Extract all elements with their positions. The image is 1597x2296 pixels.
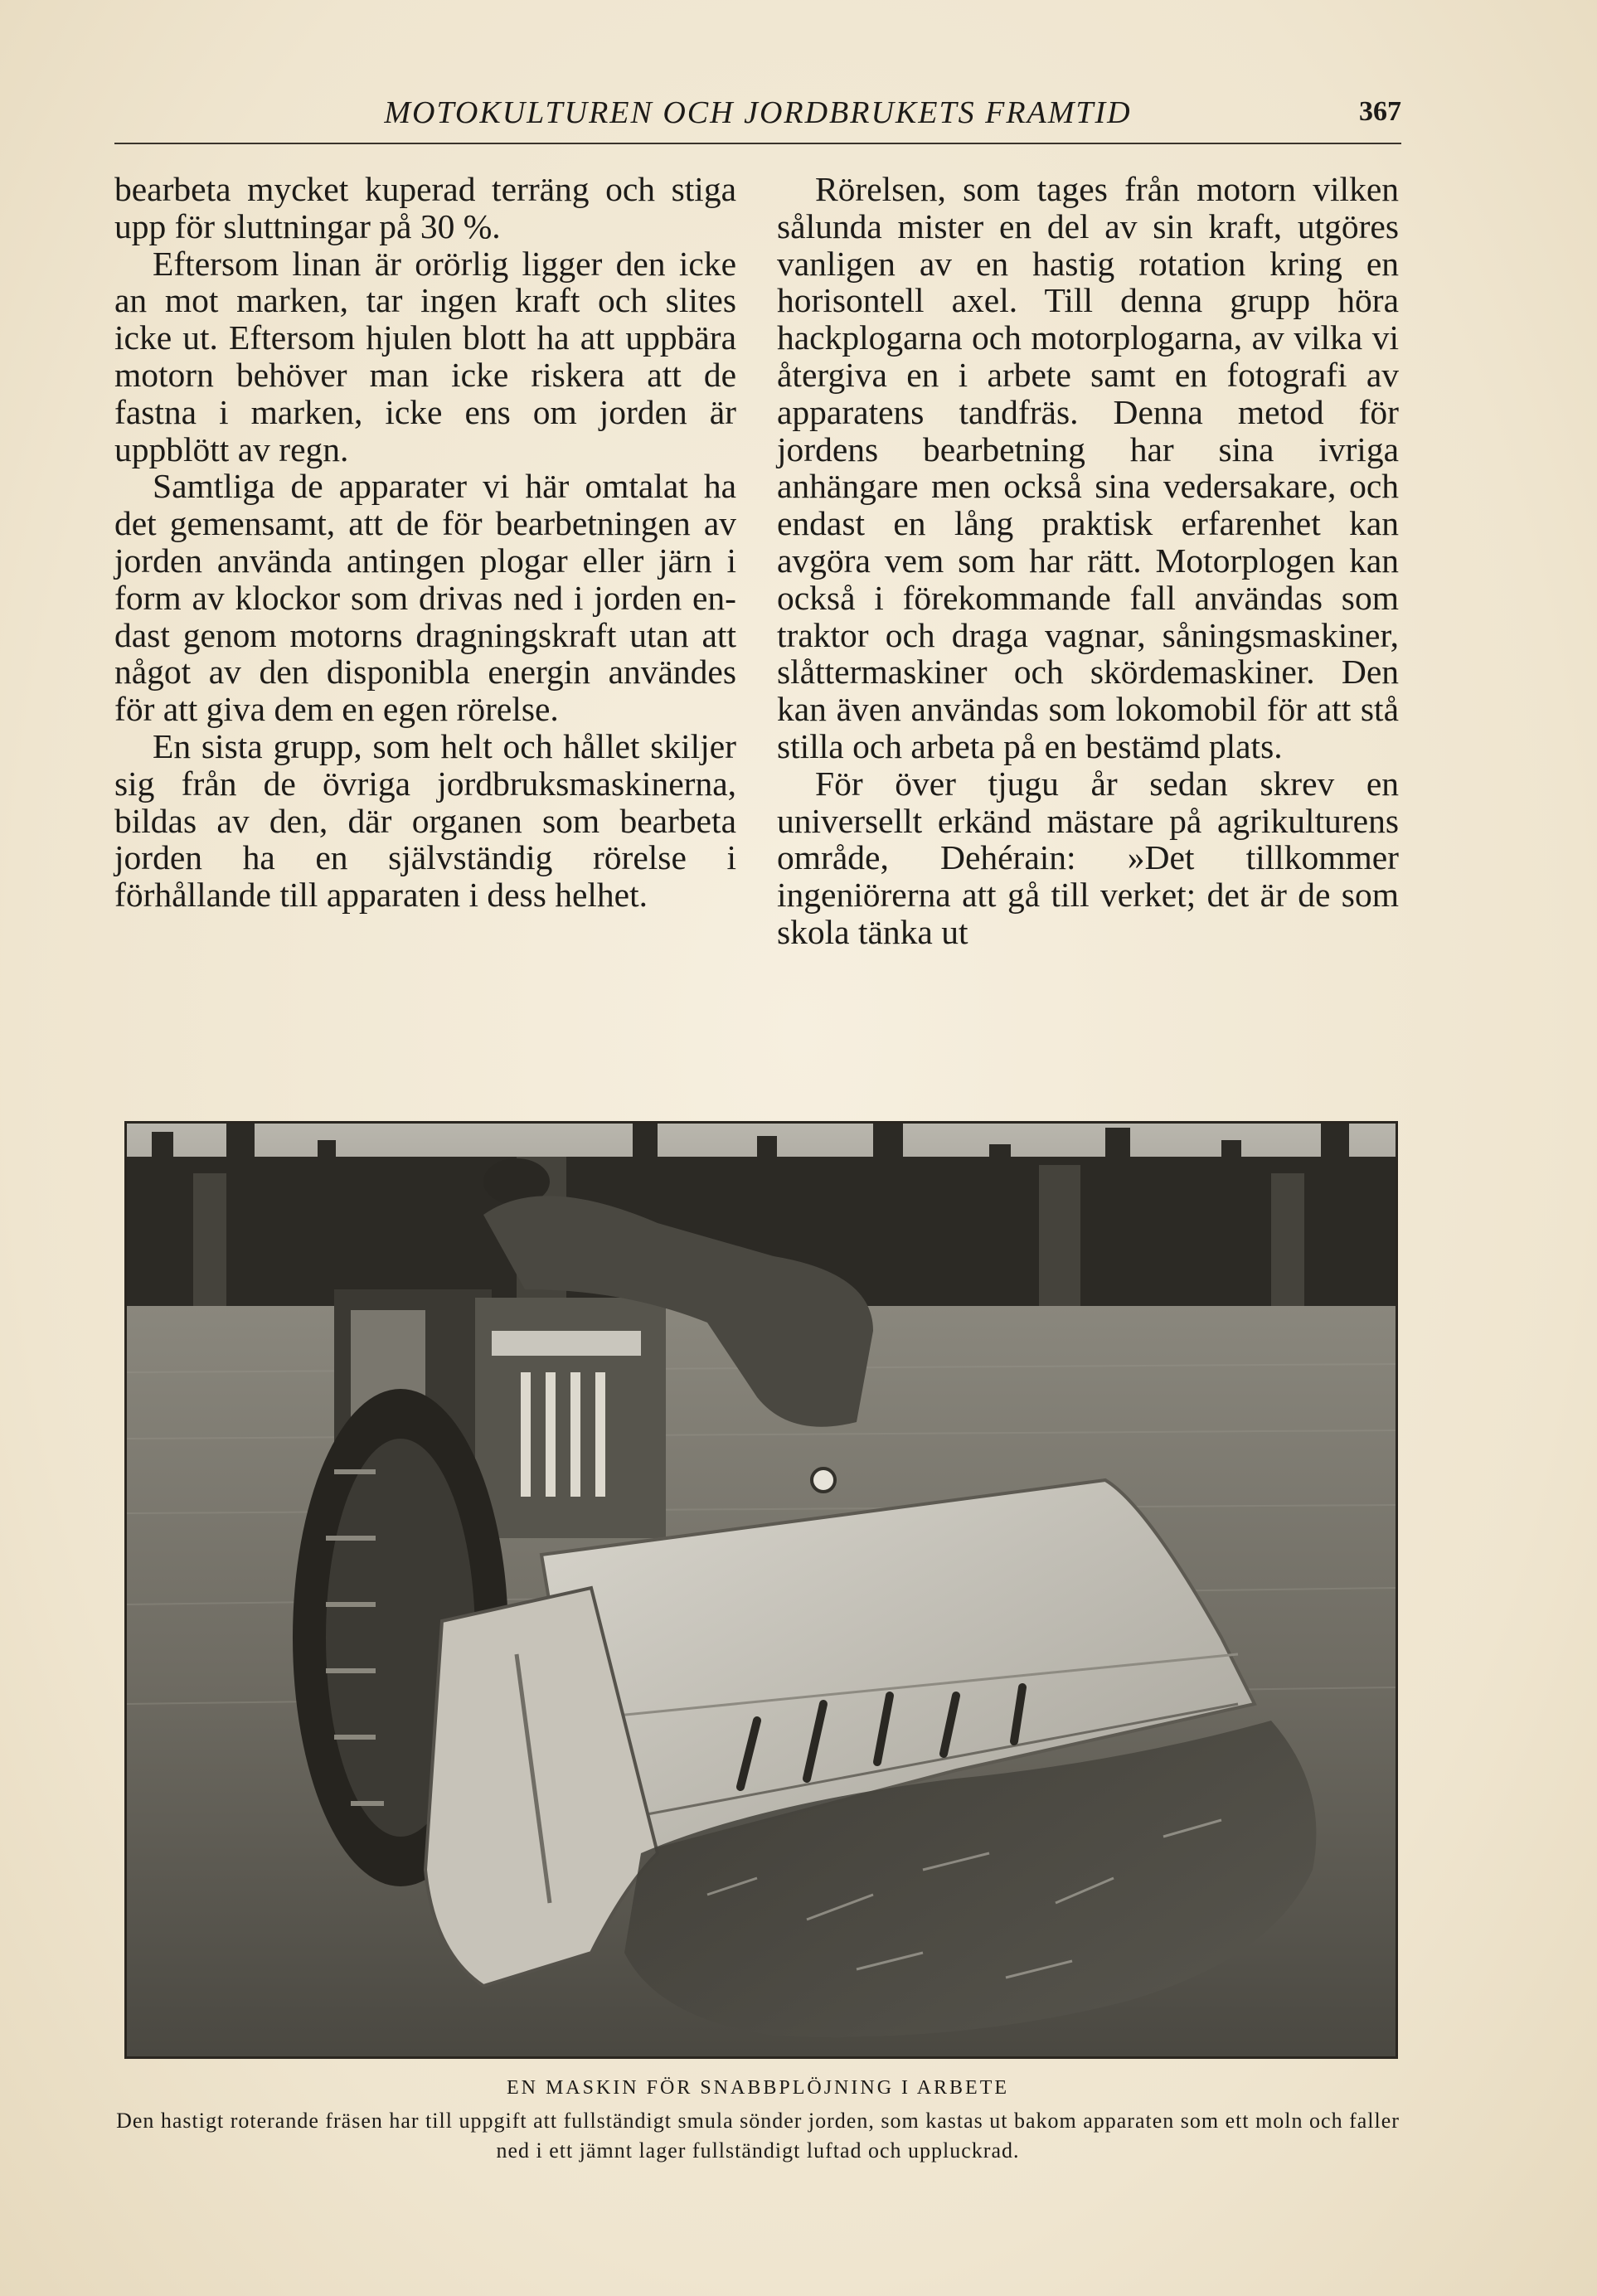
paragraph: Samtliga de apparater vi här omtalat ha det gemensamt, att de för bearbetningen av jorden använda antingen plogar eller järn i form av klockor som drivas ned i jorden endast genom motorns dragningskraft utan att något av den disponibla energin användes för att giva dem en egen rörelse.: [114, 467, 736, 729]
page-number: 367: [1359, 96, 1401, 127]
paragraph: För över tjugu år sedan skrev en universellt erkänd mästare på agrikulturens område, Dehérain: »Det tillkommer ingeniörerna att gå till verket; det är de som skola tänka ut: [777, 764, 1399, 951]
figure-caption-title: EN MASKIN FÖR SNABBPLÖJNING I ARBETE: [506, 2077, 1010, 2099]
running-header: [114, 90, 1401, 144]
right-column: [777, 171, 1399, 951]
photo-illustration: [127, 1124, 1396, 2056]
paragraph: bearbeta mycket kuperad terräng och stiga upp för sluttningar på 30 %.: [114, 170, 736, 245]
photograph-motor-plough: [124, 1121, 1398, 2059]
running-title: MOTOKULTUREN OCH JORDBRUKETS FRAMTID: [384, 95, 1132, 130]
paragraph: Rörelsen, som tages från motorn vilken sålunda mister en del av sin kraft, utgöres vanligen av en hastig rotation kring en horisontell axel. Till denna grupp höra hackplogarna och motorplogarna, av vilka vi återgiva en i arbete samt en fotografi av apparatens tandfräs. Denna metod för jordens bearbetning har sina ivriga anhängare men också sina vedersakare, och endast en lång praktisk erfarenhet kan avgöra vem som har rätt. Motorplogen kan också i förekommande fall användas som traktor och draga vagnar, såningsmaskiner, slåttermaskiner och skördemaskiner. Den kan även användas som lokomobil för att stå stilla och arbeta på en bestämd plats.: [777, 170, 1399, 765]
paragraph: En sista grupp, som helt och hållet skiljer sig från de övriga jordbruksmaskinerna, bildas av den, där organen som bearbeta jorden ha en självständig rörelse i förhållande till apparaten i dess helhet.: [114, 726, 736, 915]
paragraph: Eftersom linan är orörlig ligger den icke an mot marken, tar ingen kraft och slites icke ut. Eftersom hjulen blott ha att uppbära motorn behöver man icke riskera att de fastna i marken, icke ens om jorden är uppblött av regn.: [114, 244, 736, 468]
left-column: [114, 171, 736, 914]
figure-caption-text: Den hastigt roterande fräsen har till uppgift att fullständigt smula sönder jorden, som kastas ut bakom apparaten som ett moln och faller ned i ett jämnt lager fullständigt luftad och uppluckrad.: [116, 2109, 1400, 2163]
